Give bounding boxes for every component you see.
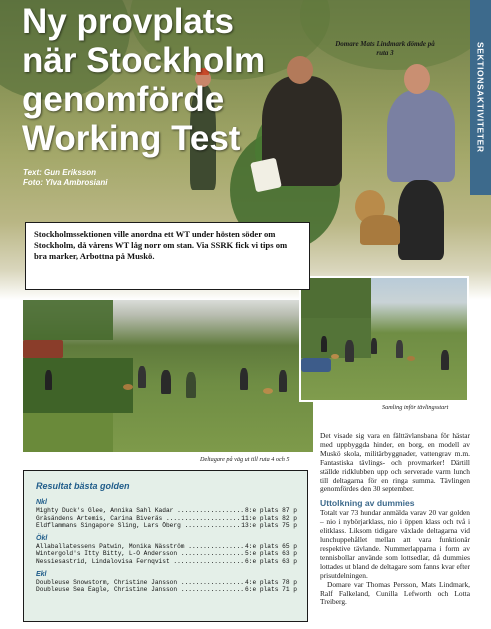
class-label: Nkl: [36, 499, 47, 506]
caption-left: Deltagare på väg ut till ruta 4 och 5: [200, 456, 290, 463]
result-place: 8:e plats 87 p: [245, 507, 297, 514]
caption-right: Samling inför tävlingsstart: [382, 404, 449, 411]
result-name: Gräsändens Artemis, Carina Biveräs .....: [36, 515, 239, 523]
article-headline: [22, 2, 322, 158]
field-photo: [23, 300, 313, 452]
result-name: Wintergold's Itty Bitty, L-O Andersson .....: [36, 550, 243, 558]
class-label: Ökl: [36, 534, 48, 542]
section-tab-label: SEKTIONSAKTIVITETER: [475, 42, 486, 153]
article-body: [320, 432, 470, 607]
result-place: 4:e plats 78 p: [245, 578, 297, 586]
headline-line-4: Working Test: [22, 119, 241, 158]
result-row: [36, 515, 297, 523]
result-row: [36, 507, 297, 515]
byline-author: Text: Gun Eriksson: [23, 168, 97, 177]
byline: [23, 168, 107, 188]
result-name: Doubleuse Sea Eagle, Christine Jansson .....: [36, 586, 243, 594]
result-place: 5:e plats 63 p: [245, 550, 297, 558]
result-row: [36, 522, 297, 530]
headline-line-2: när Stockholm: [22, 41, 266, 80]
result-row: [36, 586, 297, 594]
class-label: Ekl: [36, 570, 47, 578]
result-name: Doubleuse Snowstorm, Christine Jansson .....: [36, 579, 243, 587]
article-paragraph: Totalt var 73 hundar anmälda varav 20 var golden – nio i nybörjarklass, nio i öppen klass och två i elitklass. Liksom tidigare växlade deltagarna vid lunchuppehållet mellan att vara funktionär respektive tävlande. Nummerlapparna i form av tennisbollar använde som lottsedlar, då dummies lottades ut bland de deltagare som fanns kvar efter prisutdelningen.: [320, 508, 470, 580]
section-tab: [470, 0, 491, 195]
intro-box: Stockholmssektionen ville anordna ett WT under hösten söder om Stockholm, då vårens WT låg norr om stan. Via SSRK fick vi tips om bra marker, Arbottna på Muskö.: [25, 222, 310, 290]
result-row: [36, 550, 297, 558]
result-place: 6:e plats 63 p: [245, 557, 297, 565]
result-place: 4:e plats 65 p: [245, 542, 297, 550]
headline-line-1: Ny provplats: [22, 2, 234, 41]
results-box: [23, 470, 308, 622]
results-title: Resultat bästa golden: [36, 481, 130, 491]
result-row: [36, 558, 297, 566]
result-place: 11:e plats 82 p: [241, 514, 297, 522]
headline-line-3: genomförde: [22, 80, 225, 119]
result-name: Nessiesastrid, Lindalovisa Fernqvist .....: [36, 558, 243, 566]
gathering-photo: [299, 276, 469, 402]
result-place: 13:e plats 75 p: [241, 522, 297, 530]
article-paragraph: Domare var Thomas Persson, Mats Lindmark, Ralf Falkeland, Cunilla Lefworth och Lotta Treiberg.: [320, 579, 470, 607]
article-subheading: Uttolkning av dummies: [320, 498, 415, 509]
result-row: [36, 543, 297, 551]
result-name: Allaballatessens Patwin, Monika Näsström .....: [36, 543, 243, 551]
result-name: Eldflammans Singapore Sling, Lars Öberg .....: [36, 522, 239, 530]
byline-photographer: Foto: Ylva Ambrosiani: [23, 178, 108, 187]
result-place: 6:e plats 71 p: [245, 586, 297, 594]
result-name: Mighty Duck's Glee, Annika Sahl Kadar .....: [36, 507, 243, 515]
article-paragraph: Det visade sig vara en fälttävlansbana för hästar med uppbyggda hinder, en borg, en modell av Muskö skola, militärbyggnader, vattengrav m.m. Fantastiska tävlings- och provmarker! Därtill ställde ridklubben upp och serverade varm lunch till deltagarna för en ringa summa. Tävlingen genomfördes den 30 september.: [320, 431, 470, 494]
hero-caption: Domare Mats Lindmark dömde på ruta 3: [335, 40, 435, 57]
result-row: [36, 579, 297, 587]
